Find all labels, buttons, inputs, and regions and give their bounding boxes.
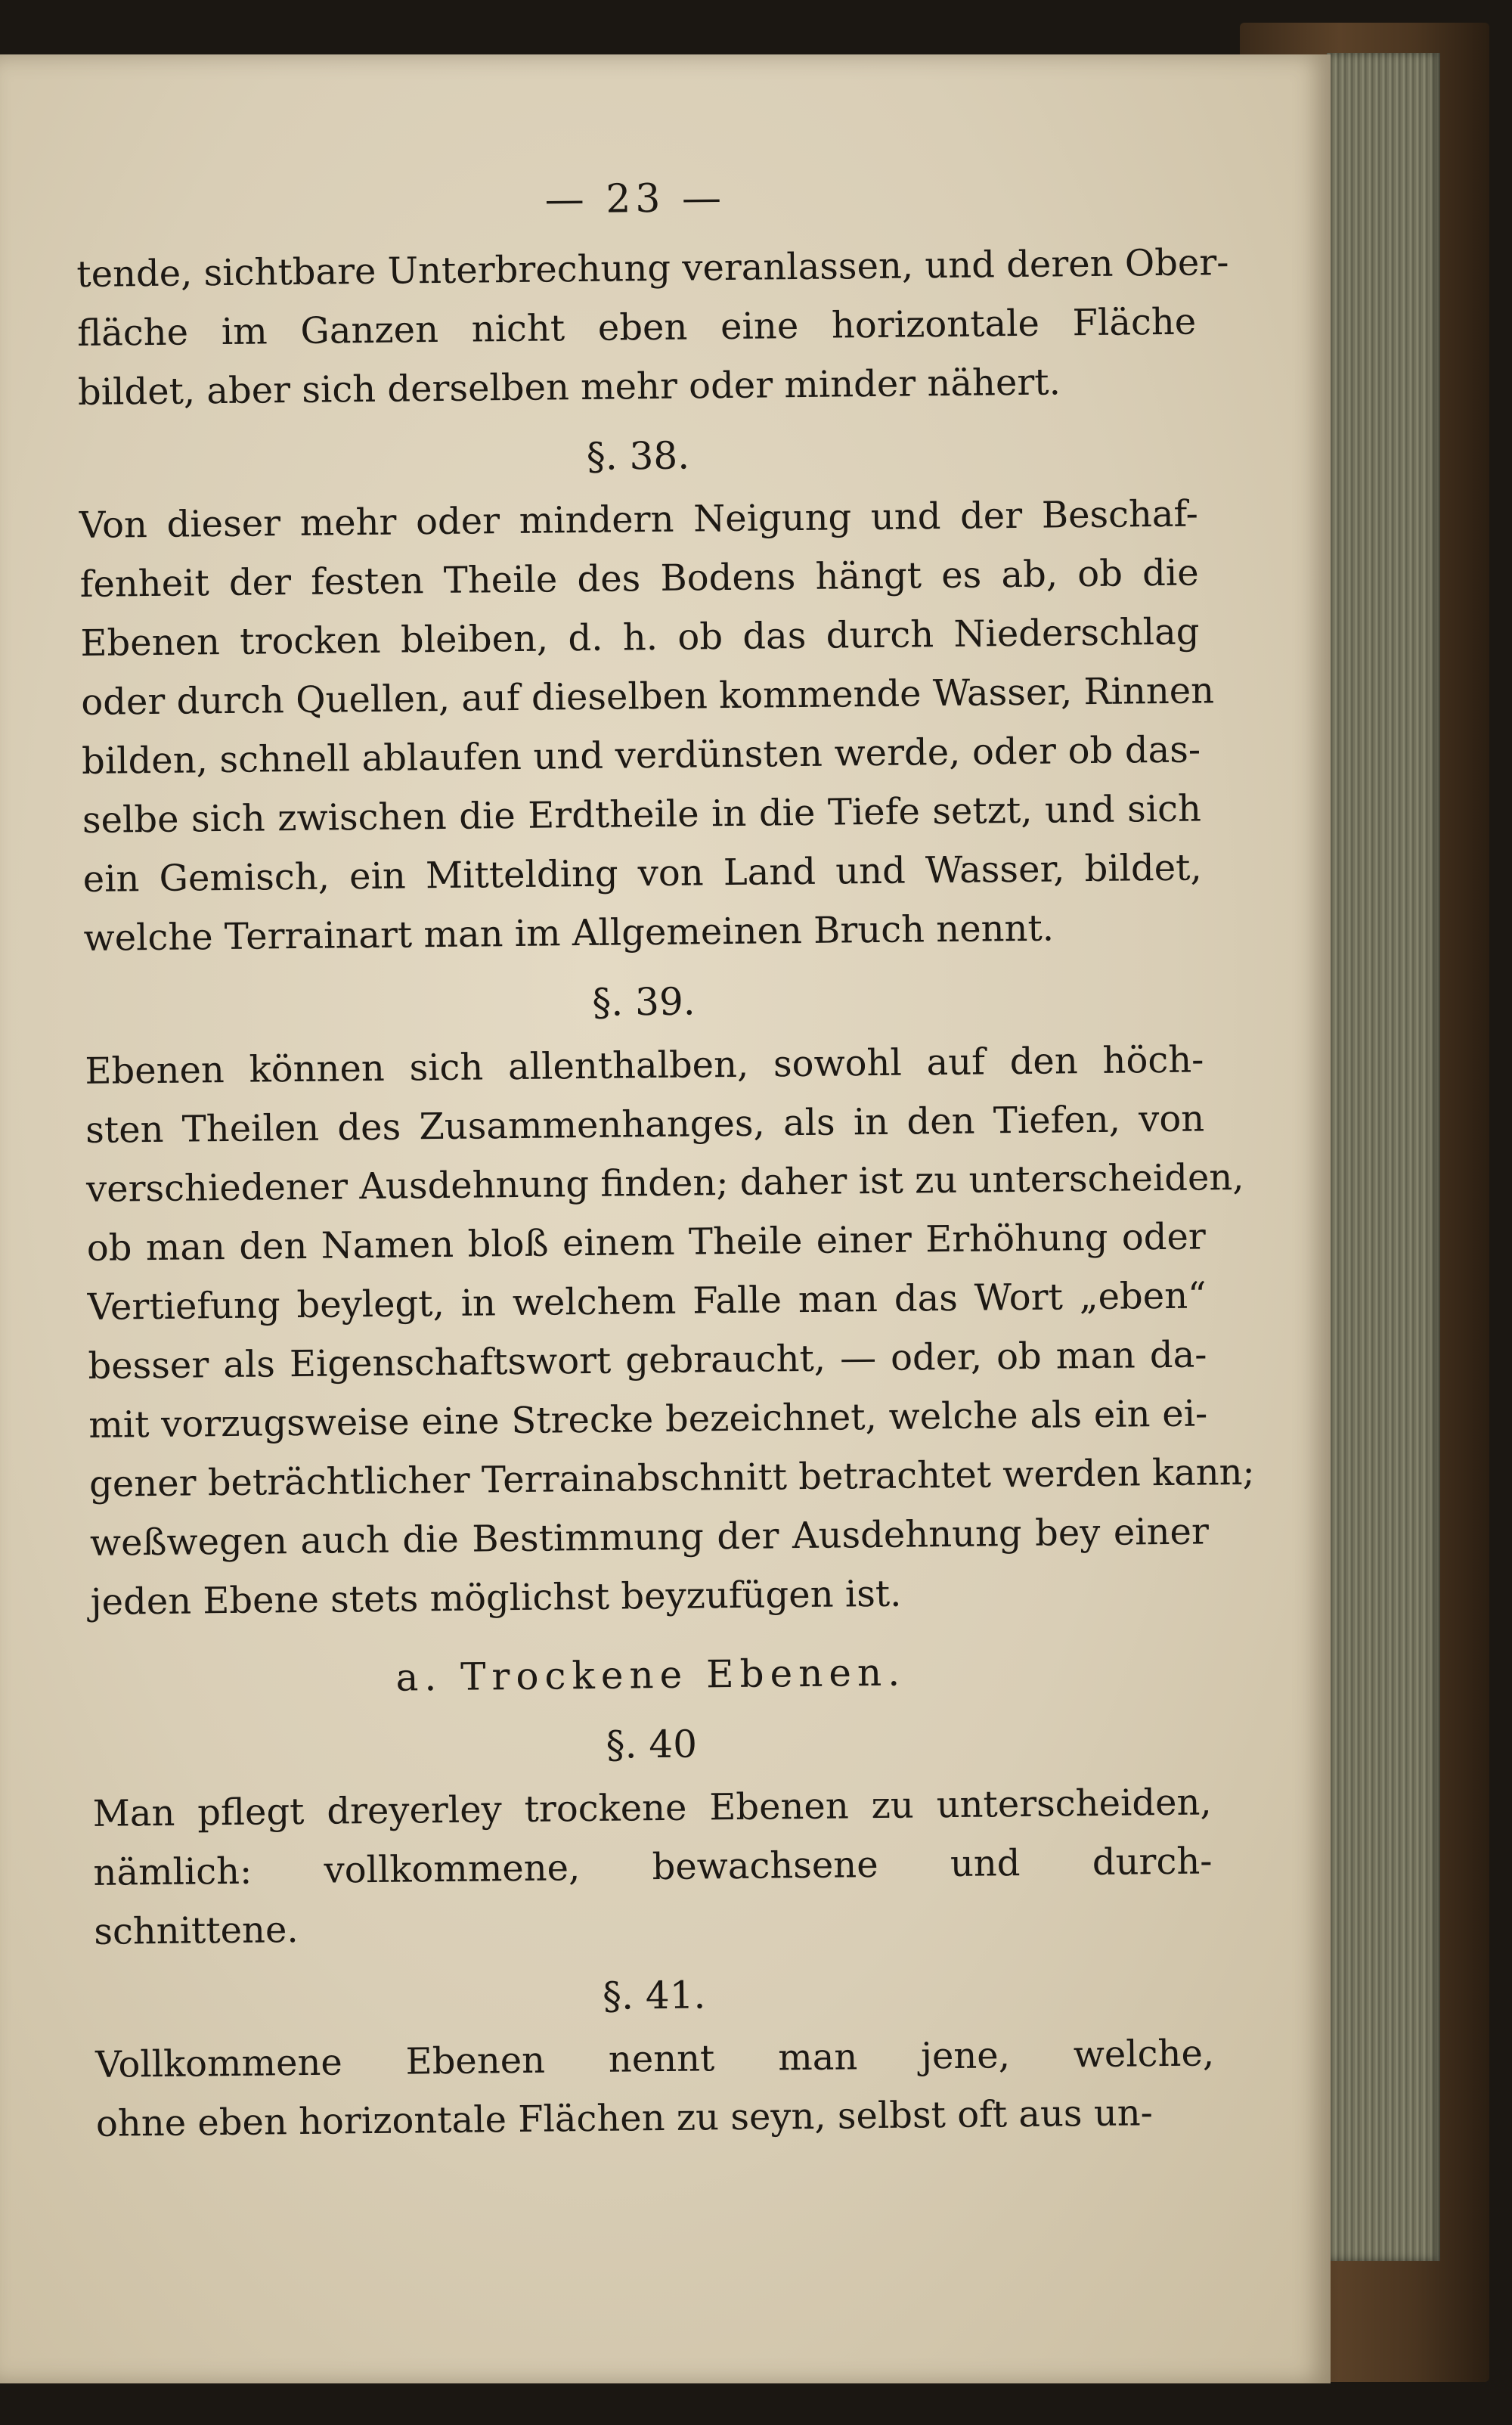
text-line: verschiedener Ausdehnung finden; daher ist zu unterscheiden, xyxy=(85,1155,1244,1211)
text-line: fenheit der festen Theile des Bodens hängt es ab, ob die xyxy=(79,551,1199,606)
text-line: mit vorzugsweise eine Strecke bezeichnet, welche als ein ei- xyxy=(88,1392,1208,1447)
section-heading: §. 38. xyxy=(586,433,690,479)
section-heading: §. 40 xyxy=(606,1722,698,1767)
text-line: ob man den Namen bloß einem Theile einer Erhöhung oder xyxy=(86,1215,1207,1270)
sections-after xyxy=(91,1709,1215,2153)
text-line: gener beträchtlicher Terrainabschnitt betrachtet werden kann; xyxy=(88,1450,1255,1506)
section-heading: §. 41. xyxy=(602,1973,706,2018)
text-line: ein Gemisch, ein Mittelding von Land und Wasser, bildet, xyxy=(82,846,1202,901)
text-line: fläche im Ganzen nicht eben eine horizontale Fläche xyxy=(76,300,1197,355)
text-line: schnittene. xyxy=(94,1909,299,1953)
text-line: Vertiefung beylegt, in welchem Falle man das Wort „eben“ xyxy=(87,1274,1207,1329)
paragraph xyxy=(95,2023,1216,2153)
text-line: weßwegen auch die Bestimmung der Ausdehnung bey einer xyxy=(89,1510,1210,1564)
paragraph xyxy=(79,484,1215,967)
text-line: besser als Eigenschaftswort gebraucht, — oder, ob man da- xyxy=(88,1333,1207,1388)
page-text xyxy=(76,164,1255,2154)
text-line: bildet, aber sich derselben mehr oder minder nähert. xyxy=(77,361,1061,414)
text-line: jeden Ebene stets möglichst beyzufügen ist. xyxy=(90,1572,902,1623)
paragraph xyxy=(76,233,1229,421)
section-heading: §. 39. xyxy=(592,979,696,1025)
text-line: sten Theilen des Zusammenhanges, als in den Tiefen, von xyxy=(85,1097,1205,1152)
text-line: bilden, schnell ablaufen und verdünsten werde, oder ob das- xyxy=(81,728,1201,783)
subheading: a. Trockene Ebenen. xyxy=(395,1650,906,1700)
paragraph xyxy=(92,1772,1213,1961)
text-line: selbe sich zwischen die Erdtheile in die Tiefe setzt, und sich xyxy=(82,787,1202,842)
text-line: welche Terrainart man im Allgemeinen Bruch nennt. xyxy=(83,907,1055,960)
text-line: Von dieser mehr oder mindern Neigung und der Beschaf- xyxy=(79,492,1199,547)
text-line: Man pflegt dreyerley trockene Ebenen zu unterscheiden, xyxy=(92,1781,1212,1835)
text-line: Ebenen trocken bleiben, d. h. ob das durch Niederschlag xyxy=(80,610,1200,665)
page-number: — 23 — xyxy=(544,175,727,223)
text-line: tende, sichtbare Unterbrechung veranlassen, und deren Ober- xyxy=(76,241,1229,296)
text-line: ohne eben horizontale Flächen zu seyn, selbst oft aus un- xyxy=(95,2092,1154,2145)
text-line: nämlich: vollkommene, bewachsene und durch- xyxy=(93,1840,1213,1894)
text-line: Vollkommene Ebenen nennt man jene, welche, xyxy=(94,2032,1215,2086)
text-line: Ebenen können sich allenthalben, sowohl auf den höch- xyxy=(85,1038,1204,1093)
book-page xyxy=(0,54,1331,2383)
page-edges xyxy=(1327,53,1440,2261)
text-line: oder durch Quellen, auf dieselben kommende Wasser, Rinnen xyxy=(81,669,1215,724)
paragraph xyxy=(85,1030,1255,1631)
sections-main xyxy=(76,233,1255,1631)
